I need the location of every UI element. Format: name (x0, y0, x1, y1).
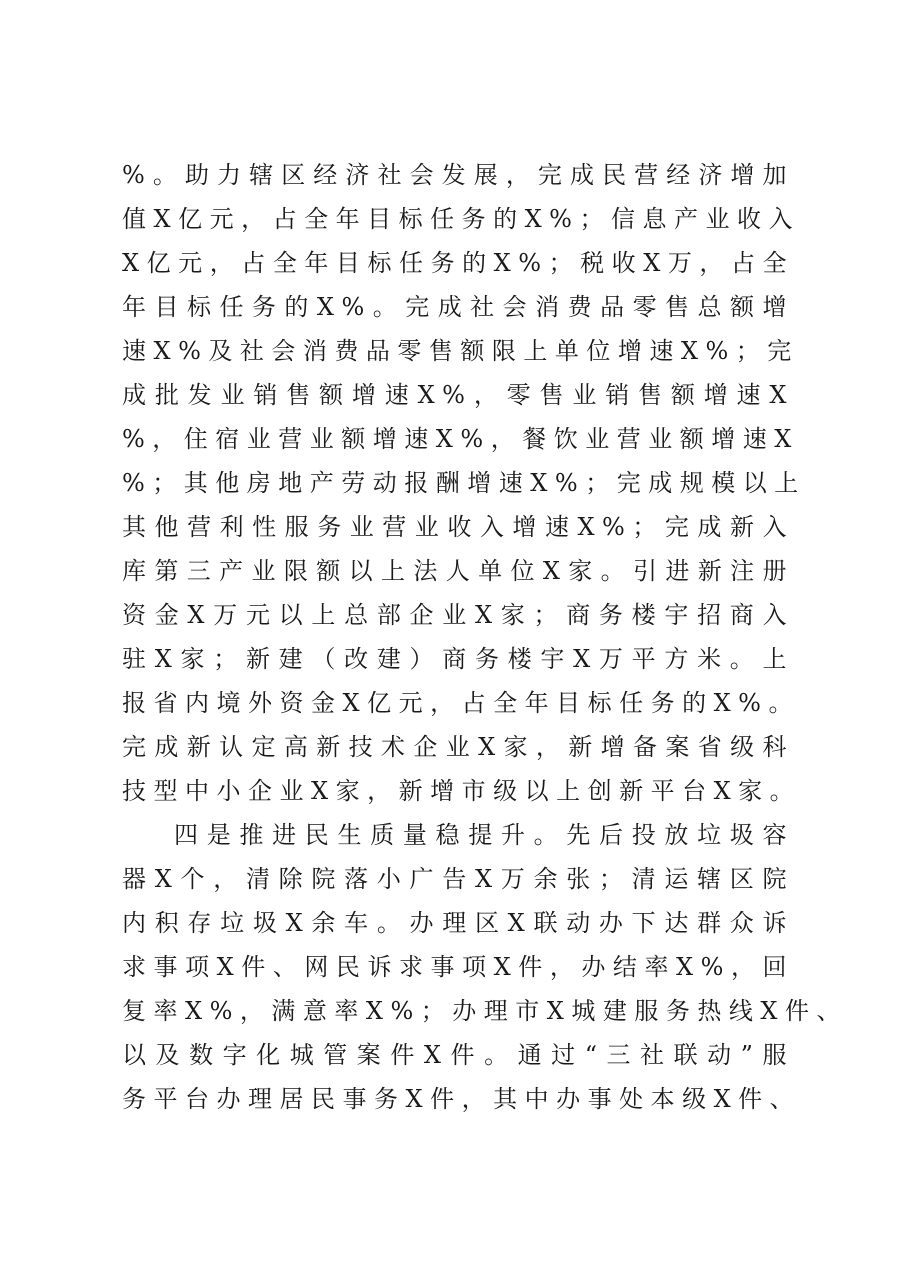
text-line-3: X亿元，占全年目标任务的X%；税收X万，占全 (122, 249, 794, 277)
text-line-13: 报省内境外资金X亿元，占全年目标任务的X%。 (122, 689, 800, 717)
document-body (122, 153, 848, 1121)
text-line-15: 技型中小企业X家，新增市级以上创新平台X家。 (122, 777, 802, 805)
text-line-20: 复率X%，满意率X%；办理市X城建服务热线X件、 (122, 997, 848, 1025)
text-line-5: 速X%及社会消费品零售额限上单位增速X%；完 (122, 337, 799, 365)
text-line-4: 年目标任务的X%。完成社会消费品零售总额增 (122, 293, 794, 321)
text-line-9: 其他营利性服务业营业收入增速X%；完成新入 (122, 513, 794, 541)
text-line-2: 值X亿元，占全年目标任务的X%；信息产业收入 (122, 205, 800, 233)
text-line-10: 库第三产业限额以上法人单位X家。引进新注册 (122, 557, 794, 585)
paragraph-heading-line: 四是推进民生质量稳提升。先后投放垃圾容 (174, 821, 794, 849)
text-line-1: %。助力辖区经济社会发展，完成民营经济增加 (122, 161, 794, 189)
text-line-18: 内积存垃圾X余车。办理区X联动办下达群众诉 (122, 909, 794, 937)
text-line-22: 务平台办理居民事务X件，其中办事处本级X件、 (122, 1085, 802, 1113)
text-line-8: %；其他房地产劳动报酬增速X%；完成规模以上 (122, 469, 806, 497)
text-line-14: 完成新认定高新技术企业X家，新增备案省级科 (122, 733, 794, 761)
text-line-17: 器X个，清除院落小广告X万余张；清运辖区院 (122, 865, 794, 893)
text-line-6: 成批发业销售额增速X%，零售业销售额增速X (122, 381, 794, 409)
text-line-21: 以及数字化城管案件X件。通过“三社联动”服 (122, 1041, 794, 1069)
text-line-12: 驻X家；新建（改建）商务楼宇X万平方米。上 (122, 645, 794, 673)
text-line-7: %，住宿业营业额增速X%，餐饮业营业额增速X (122, 425, 799, 453)
text-line-11: 资金X万元以上总部企业X家；商务楼宇招商入 (122, 601, 794, 629)
text-line-19: 求事项X件、网民诉求事项X件，办结率X%，回 (122, 953, 794, 981)
